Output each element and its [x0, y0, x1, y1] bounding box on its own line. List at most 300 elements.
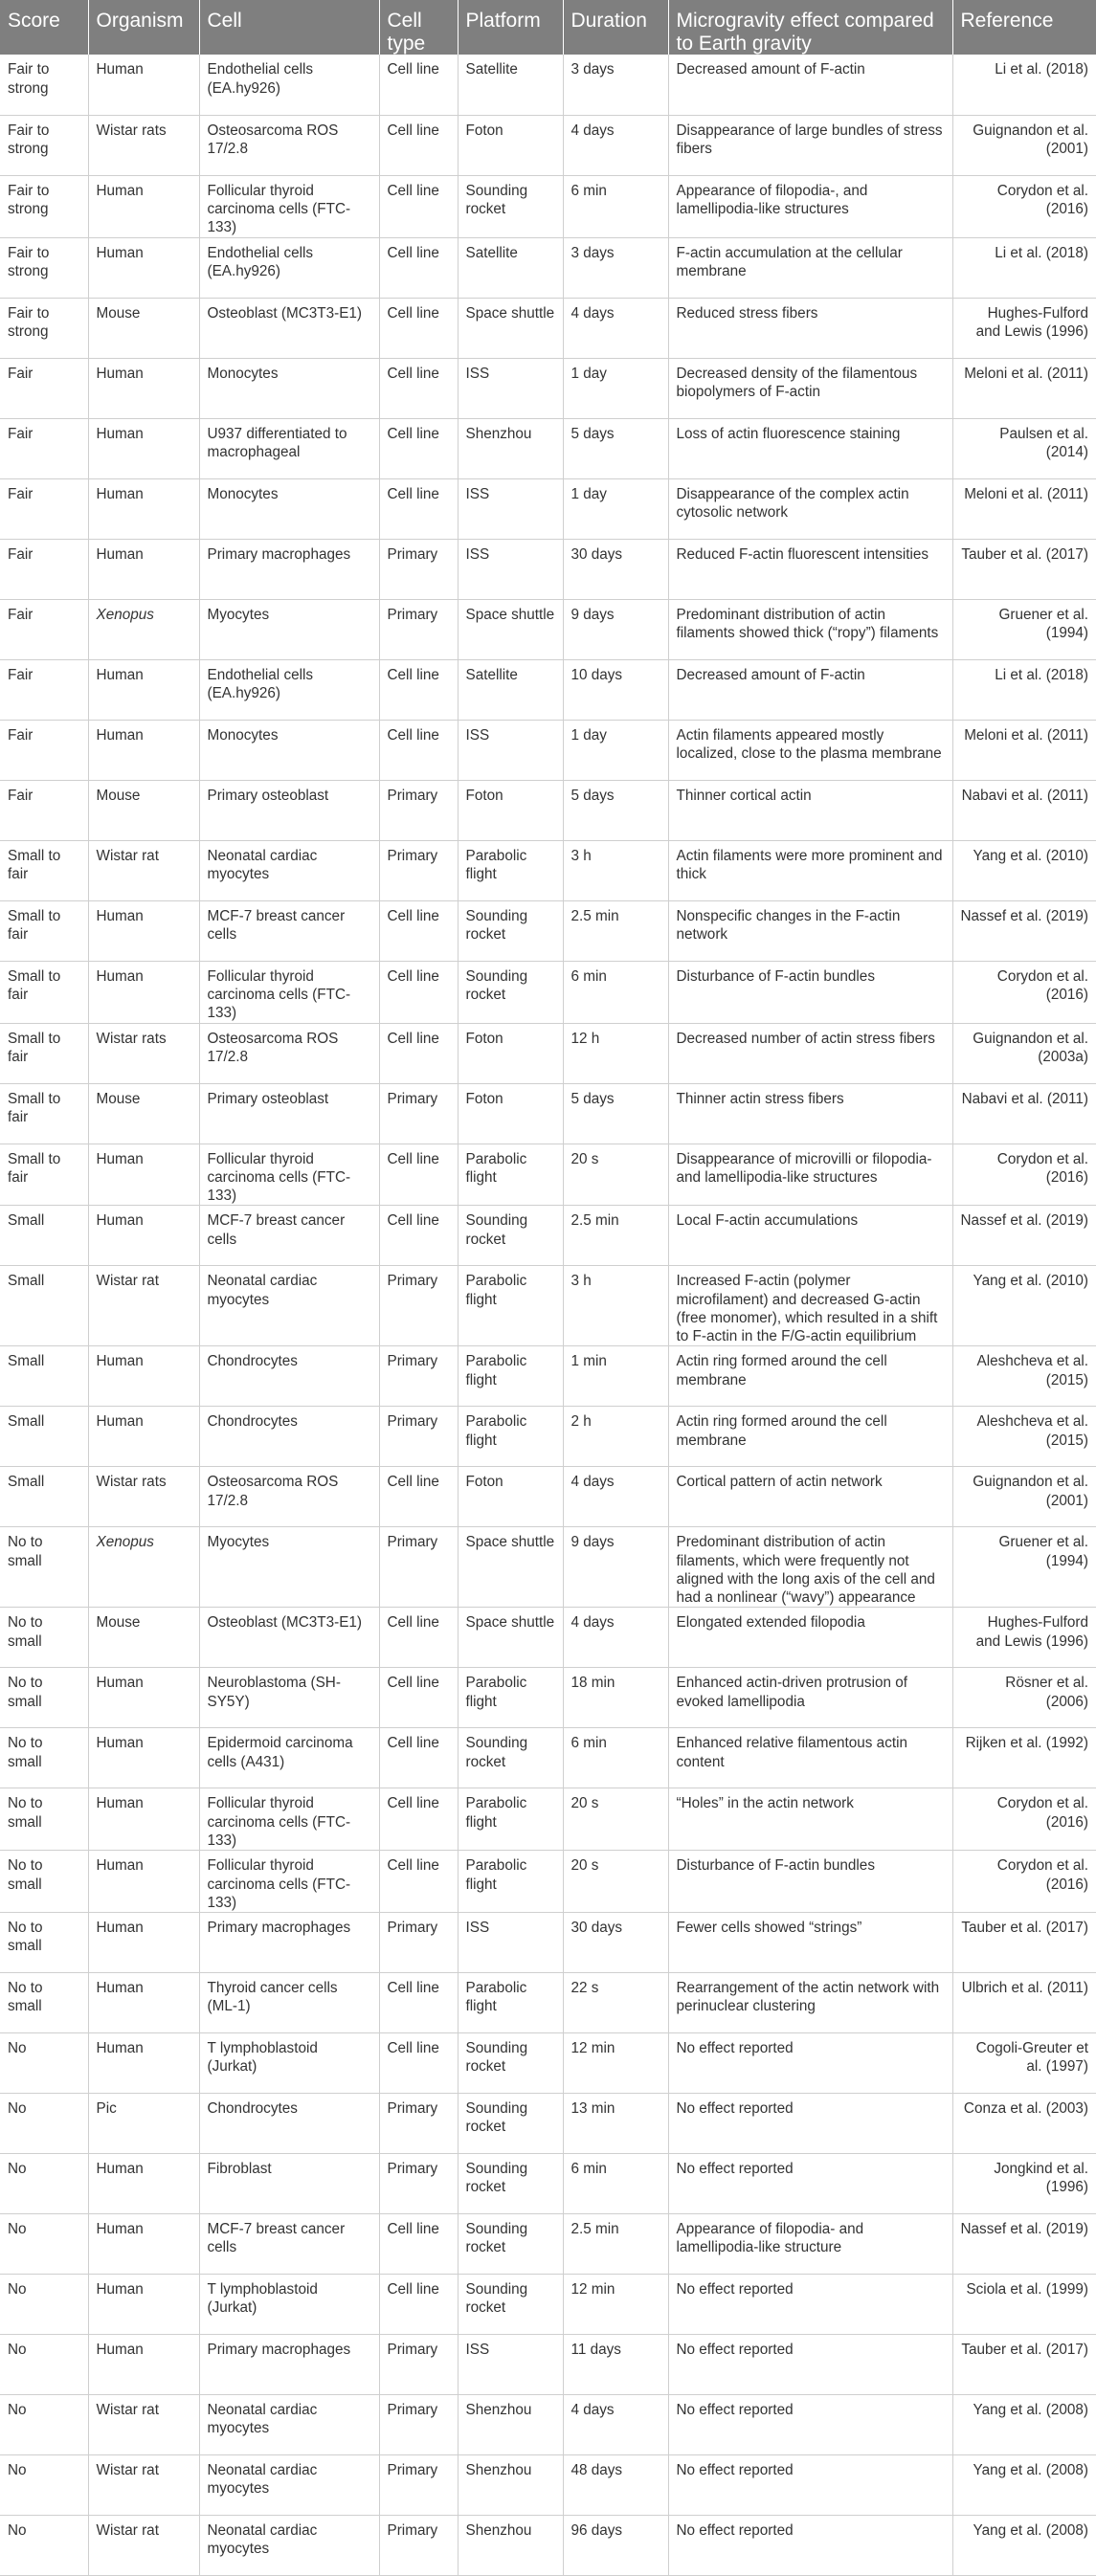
- table-row: [0, 2335, 1096, 2395]
- cell-score: Small to fair: [0, 961, 88, 1023]
- cell-reference: Jongkind et al. (1996): [952, 2154, 1096, 2214]
- cell-duration: 1 min: [563, 1346, 668, 1407]
- cell-organism: Human: [88, 358, 199, 418]
- cell-duration: 30 days: [563, 539, 668, 599]
- table-row: [0, 900, 1096, 961]
- cell-reference: Nabavi et al. (2011): [952, 780, 1096, 840]
- cell-duration: 9 days: [563, 1527, 668, 1608]
- cell-cell: Thyroid cancer cells (ML-1): [199, 1973, 379, 2033]
- cell-reference: Yang et al. (2010): [952, 1266, 1096, 1346]
- cell-cell: Osteosarcoma ROS 17/2.8: [199, 1467, 379, 1527]
- cell-reference: Meloni et al. (2011): [952, 358, 1096, 418]
- cell-platform: Shenzhou: [458, 418, 563, 478]
- cell-duration: 12 min: [563, 2275, 668, 2335]
- cell-cell-type: Cell line: [379, 720, 458, 780]
- cell-cell: Osteosarcoma ROS 17/2.8: [199, 115, 379, 175]
- cell-organism: Wistar rat: [88, 840, 199, 900]
- cell-reference: Cogoli-Greuter et al. (1997): [952, 2033, 1096, 2094]
- cell-reference: Corydon et al. (2016): [952, 1144, 1096, 1206]
- cell-effect: Enhanced actin-driven protrusion of evoked lamellipodia: [668, 1668, 952, 1728]
- cell-organism: Human: [88, 1346, 199, 1407]
- cell-organism: Human: [88, 2214, 199, 2275]
- cell-organism: Human: [88, 2154, 199, 2214]
- cell-platform: Satellite: [458, 237, 563, 298]
- cell-score: Small to fair: [0, 840, 88, 900]
- cell-effect: Disappearance of microvilli or filopodia- and lamellipodia-like structures: [668, 1144, 952, 1206]
- table-row: [0, 55, 1096, 115]
- cell-platform: Satellite: [458, 659, 563, 720]
- cell-cell-type: Primary: [379, 1407, 458, 1467]
- cell-cell: Primary macrophages: [199, 539, 379, 599]
- cell-cell: T lymphoblastoid (Jurkat): [199, 2275, 379, 2335]
- cell-cell: Follicular thyroid carcinoma cells (FTC-133): [199, 1144, 379, 1206]
- cell-platform: Space shuttle: [458, 599, 563, 659]
- cell-reference: Li et al. (2018): [952, 659, 1096, 720]
- cell-cell: Monocytes: [199, 478, 379, 539]
- cell-effect: Nonspecific changes in the F-actin network: [668, 900, 952, 961]
- cell-cell-type: Cell line: [379, 2033, 458, 2094]
- cell-reference: Guignandon et al. (2001): [952, 115, 1096, 175]
- cell-reference: Guignandon et al. (2003a): [952, 1023, 1096, 1083]
- cell-cell-type: Cell line: [379, 2214, 458, 2275]
- cell-effect: Disappearance of the complex actin cytosolic network: [668, 478, 952, 539]
- cell-reference: Sciola et al. (1999): [952, 2275, 1096, 2335]
- cell-score: No to small: [0, 1851, 88, 1913]
- cell-cell: Fibroblast: [199, 2154, 379, 2214]
- cell-cell: Follicular thyroid carcinoma cells (FTC-133): [199, 1851, 379, 1913]
- table-row: [0, 2154, 1096, 2214]
- table-row: [0, 2214, 1096, 2275]
- cell-reference: Rösner et al. (2006): [952, 1668, 1096, 1728]
- cell-effect: No effect reported: [668, 2335, 952, 2395]
- cell-score: Fair to strong: [0, 55, 88, 115]
- cell-cell-type: Cell line: [379, 55, 458, 115]
- cell-organism: Human: [88, 659, 199, 720]
- cell-platform: Space shuttle: [458, 1527, 563, 1608]
- cell-cell-type: Primary: [379, 1266, 458, 1346]
- cell-platform: Sounding rocket: [458, 2275, 563, 2335]
- cell-cell-type: Primary: [379, 2154, 458, 2214]
- cell-reference: Aleshcheva et al. (2015): [952, 1407, 1096, 1467]
- cell-cell: Neonatal cardiac myocytes: [199, 2395, 379, 2455]
- cell-score: Small: [0, 1407, 88, 1467]
- cell-platform: Sounding rocket: [458, 2094, 563, 2154]
- cell-platform: ISS: [458, 2335, 563, 2395]
- table-row: [0, 1266, 1096, 1346]
- cell-organism: Human: [88, 900, 199, 961]
- cell-effect: No effect reported: [668, 2395, 952, 2455]
- cell-score: No: [0, 2094, 88, 2154]
- cell-effect: Actin filaments were more prominent and thick: [668, 840, 952, 900]
- cell-organism: Human: [88, 418, 199, 478]
- cell-cell-type: Cell line: [379, 1023, 458, 1083]
- cell-effect: Increased F-actin (polymer microfilament) and decreased G-actin (free monomer), which resulted in a shift to F-actin in the F/G-actin equilibrium: [668, 1266, 952, 1346]
- cell-cell-type: Cell line: [379, 900, 458, 961]
- cell-cell: MCF-7 breast cancer cells: [199, 2214, 379, 2275]
- cell-duration: 3 h: [563, 1266, 668, 1346]
- cell-cell-type: Cell line: [379, 115, 458, 175]
- cell-cell-type: Cell line: [379, 237, 458, 298]
- cell-duration: 48 days: [563, 2455, 668, 2516]
- cell-reference: Yang et al. (2010): [952, 840, 1096, 900]
- cell-platform: Parabolic flight: [458, 1346, 563, 1407]
- cell-cell-type: Primary: [379, 1346, 458, 1407]
- cell-duration: 2.5 min: [563, 1206, 668, 1266]
- cell-reference: Yang et al. (2008): [952, 2516, 1096, 2576]
- cell-organism: Human: [88, 478, 199, 539]
- cell-duration: 10 days: [563, 659, 668, 720]
- cell-cell: Endothelial cells (EA.hy926): [199, 237, 379, 298]
- header-microgravity-effect: Microgravity effect compared to Earth gravity: [668, 0, 952, 55]
- table-row: [0, 358, 1096, 418]
- table-row: [0, 1668, 1096, 1728]
- cell-effect: Actin ring formed around the cell membrane: [668, 1346, 952, 1407]
- cell-score: Small to fair: [0, 1083, 88, 1144]
- cell-cell: Follicular thyroid carcinoma cells (FTC-133): [199, 961, 379, 1023]
- cell-platform: ISS: [458, 720, 563, 780]
- cell-cell-type: Cell line: [379, 1467, 458, 1527]
- cell-cell: Primary macrophages: [199, 1913, 379, 1973]
- cell-platform: Sounding rocket: [458, 2154, 563, 2214]
- cell-cell-type: Primary: [379, 840, 458, 900]
- cell-duration: 13 min: [563, 2094, 668, 2154]
- cell-cell: Myocytes: [199, 599, 379, 659]
- header-score: Score: [8, 10, 60, 32]
- cell-effect: Appearance of filopodia-, and lamellipodia-like structures: [668, 175, 952, 237]
- cell-effect: Disappearance of large bundles of stress fibers: [668, 115, 952, 175]
- cell-effect: Actin ring formed around the cell membrane: [668, 1407, 952, 1467]
- cell-platform: Sounding rocket: [458, 1206, 563, 1266]
- cell-duration: 3 days: [563, 237, 668, 298]
- cell-cell-type: Cell line: [379, 1608, 458, 1668]
- cell-reference: Conza et al. (2003): [952, 2094, 1096, 2154]
- cell-organism: Pic: [88, 2094, 199, 2154]
- cell-reference: Hughes-Fulford and Lewis (1996): [952, 1608, 1096, 1668]
- cell-platform: ISS: [458, 539, 563, 599]
- cell-reference: Guignandon et al. (2001): [952, 1467, 1096, 1527]
- cell-effect: Reduced stress fibers: [668, 298, 952, 358]
- cell-score: Fair to strong: [0, 115, 88, 175]
- header-reference: Reference: [952, 0, 1096, 55]
- cell-effect: Loss of actin fluorescence staining: [668, 418, 952, 478]
- cell-score: No to small: [0, 1913, 88, 1973]
- cell-platform: Parabolic flight: [458, 1144, 563, 1206]
- cell-effect: Predominant distribution of actin filaments, which were frequently not aligned with the long axis of the cell and had a nonlinear (“wavy”) appearance: [668, 1527, 952, 1608]
- cell-cell-type: Cell line: [379, 175, 458, 237]
- cell-reference: Meloni et al. (2011): [952, 478, 1096, 539]
- cell-duration: 9 days: [563, 599, 668, 659]
- cell-effect: Actin filaments appeared mostly localized, close to the plasma membrane: [668, 720, 952, 780]
- cell-cell: Osteoblast (MC3T3-E1): [199, 298, 379, 358]
- cell-duration: 6 min: [563, 961, 668, 1023]
- cell-platform: Parabolic flight: [458, 1668, 563, 1728]
- cell-platform: Foton: [458, 780, 563, 840]
- cell-cell-type: Cell line: [379, 358, 458, 418]
- cell-cell: Primary macrophages: [199, 2335, 379, 2395]
- cell-platform: Parabolic flight: [458, 1851, 563, 1913]
- table-row: [0, 1206, 1096, 1266]
- table-row: [0, 175, 1096, 237]
- cell-effect: Cortical pattern of actin network: [668, 1467, 952, 1527]
- cell-platform: Sounding rocket: [458, 1728, 563, 1788]
- cell-cell-type: Primary: [379, 2395, 458, 2455]
- cell-platform: Parabolic flight: [458, 1973, 563, 2033]
- cell-effect: Thinner cortical actin: [668, 780, 952, 840]
- cell-cell: Primary osteoblast: [199, 1083, 379, 1144]
- cell-platform: Parabolic flight: [458, 840, 563, 900]
- cell-score: No: [0, 2033, 88, 2094]
- cell-effect: Predominant distribution of actin filaments showed thick (“ropy”) filaments: [668, 599, 952, 659]
- cell-effect: No effect reported: [668, 2094, 952, 2154]
- cell-effect: Local F-actin accumulations: [668, 1206, 952, 1266]
- cell-reference: Ulbrich et al. (2011): [952, 1973, 1096, 2033]
- header-organism: Organism: [88, 0, 199, 55]
- cell-platform: Satellite: [458, 55, 563, 115]
- header-cell-type: Cell type: [379, 0, 458, 55]
- cell-reference: Yang et al. (2008): [952, 2395, 1096, 2455]
- cell-reference: Tauber et al. (2017): [952, 539, 1096, 599]
- table-row: [0, 1023, 1096, 1083]
- cell-duration: 5 days: [563, 780, 668, 840]
- cell-duration: 4 days: [563, 115, 668, 175]
- cell-duration: 18 min: [563, 1668, 668, 1728]
- cell-cell: Chondrocytes: [199, 1407, 379, 1467]
- cell-organism: Human: [88, 1206, 199, 1266]
- cell-duration: 20 s: [563, 1788, 668, 1851]
- cell-organism: Human: [88, 237, 199, 298]
- cell-organism: Wistar rats: [88, 1023, 199, 1083]
- cell-score: No to small: [0, 1788, 88, 1851]
- cell-reference: Nassef et al. (2019): [952, 2214, 1096, 2275]
- cell-score: No: [0, 2395, 88, 2455]
- cell-score: Fair to strong: [0, 298, 88, 358]
- cell-cell-type: Primary: [379, 2516, 458, 2576]
- cell-cell: Monocytes: [199, 358, 379, 418]
- header-cell: Cell: [199, 0, 379, 55]
- cell-cell-type: Primary: [379, 1913, 458, 1973]
- cell-cell: U937 differentiated to macrophageal: [199, 418, 379, 478]
- cell-effect: Rearrangement of the actin network with perinuclear clustering: [668, 1973, 952, 2033]
- cell-effect: Decreased amount of F-actin: [668, 55, 952, 115]
- cell-reference: Paulsen et al. (2014): [952, 418, 1096, 478]
- cell-cell-type: Cell line: [379, 1206, 458, 1266]
- cell-cell: Chondrocytes: [199, 1346, 379, 1407]
- cell-score: Fair to strong: [0, 175, 88, 237]
- cell-organism: Wistar rats: [88, 1467, 199, 1527]
- cell-cell-type: Primary: [379, 2455, 458, 2516]
- cell-score: Small to fair: [0, 1023, 88, 1083]
- cell-score: Small to fair: [0, 1144, 88, 1206]
- cell-platform: Foton: [458, 115, 563, 175]
- cell-organism: Human: [88, 175, 199, 237]
- cell-organism: Human: [88, 1728, 199, 1788]
- cell-reference: Hughes-Fulford and Lewis (1996): [952, 298, 1096, 358]
- cell-score: No: [0, 2214, 88, 2275]
- cell-duration: 20 s: [563, 1144, 668, 1206]
- cell-effect: Decreased number of actin stress fibers: [668, 1023, 952, 1083]
- cell-cell: Neonatal cardiac myocytes: [199, 840, 379, 900]
- table-row: [0, 961, 1096, 1023]
- cell-score: No: [0, 2516, 88, 2576]
- cell-cell-type: Cell line: [379, 1788, 458, 1851]
- cell-platform: Parabolic flight: [458, 1407, 563, 1467]
- cell-platform: Shenzhou: [458, 2395, 563, 2455]
- cell-organism: Human: [88, 1668, 199, 1728]
- cell-score: Fair: [0, 418, 88, 478]
- cell-organism: Wistar rat: [88, 2395, 199, 2455]
- table-row: [0, 1851, 1096, 1913]
- cell-platform: Shenzhou: [458, 2516, 563, 2576]
- cell-score: No: [0, 2335, 88, 2395]
- cell-cell: Monocytes: [199, 720, 379, 780]
- cell-platform: Parabolic flight: [458, 1788, 563, 1851]
- table-row: [0, 1788, 1096, 1851]
- header-duration: Duration: [563, 0, 668, 55]
- cell-platform: ISS: [458, 1913, 563, 1973]
- cell-cell-type: Cell line: [379, 478, 458, 539]
- cell-cell: Neonatal cardiac myocytes: [199, 2516, 379, 2576]
- cell-score: Fair: [0, 478, 88, 539]
- cell-cell-type: Primary: [379, 2094, 458, 2154]
- cell-cell: Endothelial cells (EA.hy926): [199, 659, 379, 720]
- cell-cell: Neonatal cardiac myocytes: [199, 1266, 379, 1346]
- cell-effect: Decreased amount of F-actin: [668, 659, 952, 720]
- cell-organism: Wistar rat: [88, 2455, 199, 2516]
- table-row: [0, 2033, 1096, 2094]
- cell-score: No: [0, 2154, 88, 2214]
- table-row: [0, 2395, 1096, 2455]
- table-row: [0, 1527, 1096, 1608]
- cell-effect: No effect reported: [668, 2516, 952, 2576]
- cell-cell: Myocytes: [199, 1527, 379, 1608]
- cell-duration: 4 days: [563, 1608, 668, 1668]
- cell-cell: Neonatal cardiac myocytes: [199, 2455, 379, 2516]
- cell-organism: Xenopus: [88, 1527, 199, 1608]
- cell-cell-type: Cell line: [379, 659, 458, 720]
- cell-duration: 6 min: [563, 1728, 668, 1788]
- table-row: [0, 1144, 1096, 1206]
- cell-duration: 2.5 min: [563, 2214, 668, 2275]
- cell-score: No to small: [0, 1527, 88, 1608]
- cell-score: Small: [0, 1266, 88, 1346]
- cell-reference: Nabavi et al. (2011): [952, 1083, 1096, 1144]
- cell-reference: Corydon et al. (2016): [952, 1788, 1096, 1851]
- cell-cell: Epidermoid carcinoma cells (A431): [199, 1728, 379, 1788]
- cell-reference: Corydon et al. (2016): [952, 175, 1096, 237]
- cell-organism: Mouse: [88, 1608, 199, 1668]
- cell-cell-type: Primary: [379, 599, 458, 659]
- cell-cell: Follicular thyroid carcinoma cells (FTC-133): [199, 175, 379, 237]
- cell-cell-type: Cell line: [379, 1728, 458, 1788]
- table-row: [0, 1346, 1096, 1407]
- cell-cell-type: Primary: [379, 780, 458, 840]
- cell-score: Small: [0, 1206, 88, 1266]
- cell-platform: Sounding rocket: [458, 961, 563, 1023]
- cell-score: Fair to strong: [0, 237, 88, 298]
- cell-platform: Foton: [458, 1467, 563, 1527]
- cell-score: Fair: [0, 780, 88, 840]
- header-platform: Platform: [458, 0, 563, 55]
- cell-platform: Sounding rocket: [458, 175, 563, 237]
- cell-effect: No effect reported: [668, 2455, 952, 2516]
- cell-effect: Elongated extended filopodia: [668, 1608, 952, 1668]
- cell-score: No to small: [0, 1728, 88, 1788]
- cell-score: Small: [0, 1346, 88, 1407]
- cell-organism: Human: [88, 2335, 199, 2395]
- table-row: [0, 1083, 1096, 1144]
- cell-cell: MCF-7 breast cancer cells: [199, 900, 379, 961]
- cell-reference: Nassef et al. (2019): [952, 900, 1096, 961]
- cell-duration: 12 h: [563, 1023, 668, 1083]
- cell-organism: Wistar rat: [88, 2516, 199, 2576]
- cell-duration: 12 min: [563, 2033, 668, 2094]
- cell-duration: 1 day: [563, 720, 668, 780]
- cell-reference: Yang et al. (2008): [952, 2455, 1096, 2516]
- table-row: [0, 115, 1096, 175]
- table-row: [0, 1467, 1096, 1527]
- table-row: [0, 840, 1096, 900]
- cell-cell: Chondrocytes: [199, 2094, 379, 2154]
- cell-organism: Mouse: [88, 780, 199, 840]
- cell-effect: Reduced F-actin fluorescent intensities: [668, 539, 952, 599]
- cell-platform: Parabolic flight: [458, 1266, 563, 1346]
- cell-duration: 1 day: [563, 358, 668, 418]
- cell-platform: Sounding rocket: [458, 900, 563, 961]
- cell-score: Small: [0, 1467, 88, 1527]
- cell-effect: No effect reported: [668, 2033, 952, 2094]
- cell-organism: Xenopus: [88, 599, 199, 659]
- cell-score: No to small: [0, 1973, 88, 2033]
- cell-organism: Human: [88, 1788, 199, 1851]
- cell-organism: Human: [88, 2275, 199, 2335]
- cell-duration: 6 min: [563, 2154, 668, 2214]
- cell-cell: Osteoblast (MC3T3-E1): [199, 1608, 379, 1668]
- cell-duration: 4 days: [563, 1467, 668, 1527]
- cell-cell-type: Cell line: [379, 1668, 458, 1728]
- cell-duration: 4 days: [563, 2395, 668, 2455]
- table-row: [0, 720, 1096, 780]
- table-row: [0, 2516, 1096, 2576]
- cell-duration: 1 day: [563, 478, 668, 539]
- cell-reference: Meloni et al. (2011): [952, 720, 1096, 780]
- cell-duration: 3 days: [563, 55, 668, 115]
- cell-duration: 3 h: [563, 840, 668, 900]
- table-row: [0, 1728, 1096, 1788]
- cell-organism: Human: [88, 1851, 199, 1913]
- cell-effect: No effect reported: [668, 2154, 952, 2214]
- cell-cell-type: Primary: [379, 2335, 458, 2395]
- cell-score: Fair: [0, 720, 88, 780]
- cell-reference: Li et al. (2018): [952, 55, 1096, 115]
- cell-organism: Human: [88, 2033, 199, 2094]
- cell-duration: 30 days: [563, 1913, 668, 1973]
- cell-reference: Gruener et al. (1994): [952, 599, 1096, 659]
- cell-reference: Tauber et al. (2017): [952, 1913, 1096, 1973]
- cell-platform: Space shuttle: [458, 1608, 563, 1668]
- cell-platform: Foton: [458, 1023, 563, 1083]
- cell-reference: Corydon et al. (2016): [952, 961, 1096, 1023]
- cell-reference: Aleshcheva et al. (2015): [952, 1346, 1096, 1407]
- table-row: [0, 478, 1096, 539]
- cell-reference: Nassef et al. (2019): [952, 1206, 1096, 1266]
- cell-effect: F-actin accumulation at the cellular membrane: [668, 237, 952, 298]
- cell-score: Small to fair: [0, 900, 88, 961]
- cell-score: No: [0, 2455, 88, 2516]
- cell-cell-type: Cell line: [379, 1144, 458, 1206]
- table-row: [0, 599, 1096, 659]
- cell-score: No to small: [0, 1668, 88, 1728]
- cell-duration: 6 min: [563, 175, 668, 237]
